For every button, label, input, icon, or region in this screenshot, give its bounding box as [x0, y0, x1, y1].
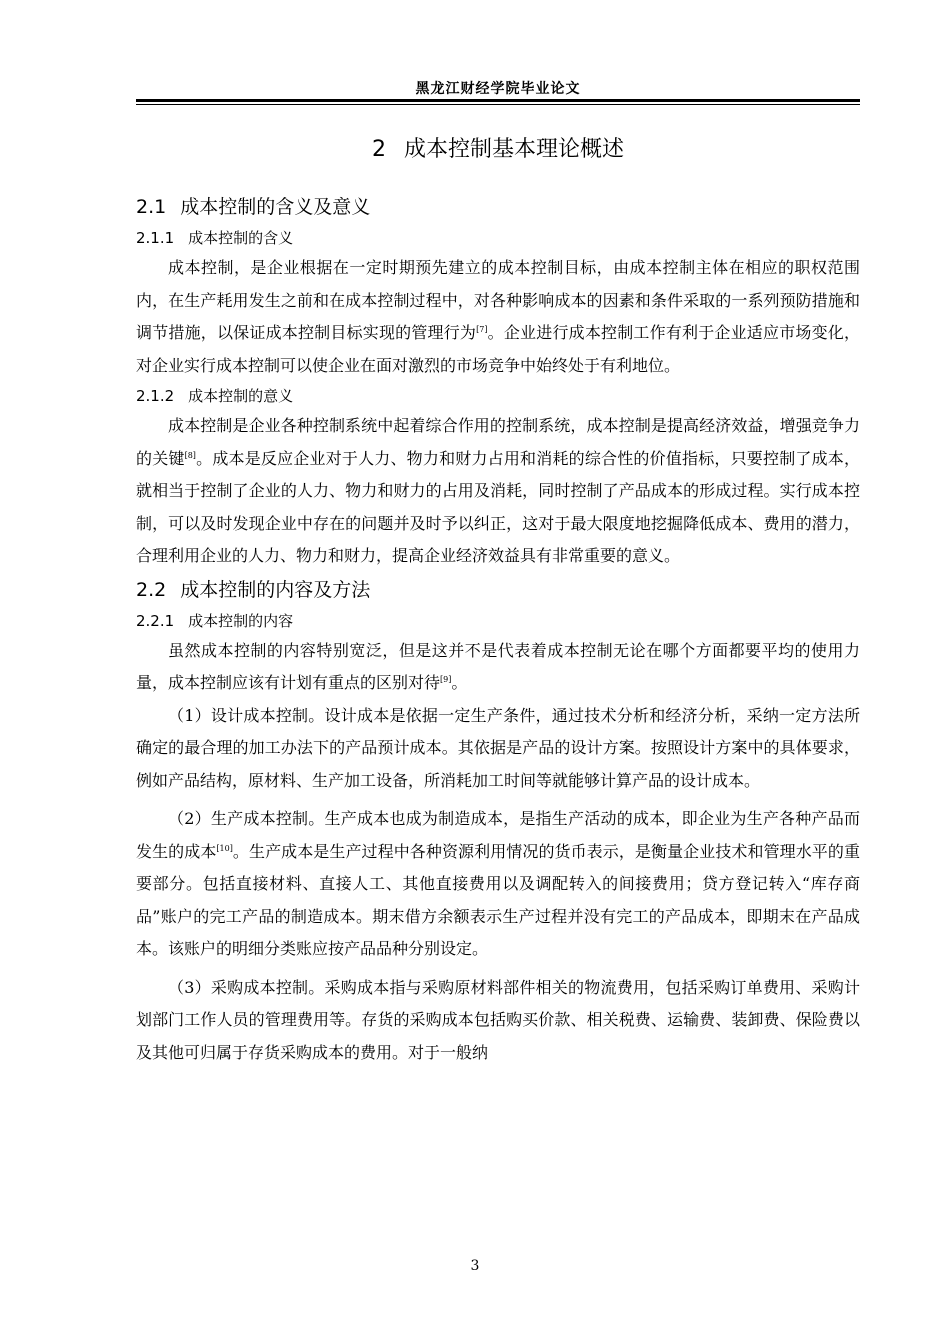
citation-10: [10] [216, 843, 233, 853]
subsection-heading-2-1-1 [136, 224, 860, 252]
citation-8: [8] [184, 450, 196, 460]
page-body [136, 130, 860, 1069]
citation-9: [9] [440, 675, 452, 684]
section-number: 2.1 [136, 196, 167, 218]
paragraph-design-cost: （1）设计成本控制。设计成本是依据一定生产条件，通过技术分析和经济分析，采纳一定方法所确定的最合理的加工办法下的产品预计成本。其依据是产品的设计方案。按照设计方案中的具体要求，例如产品结构，原材料、生产加工设备，所消耗加工时间等就能够计算产品的设计成本。 [136, 705, 860, 790]
running-header: 黑龙江财经学院毕业论文 [415, 81, 581, 97]
page-number: 3 [470, 1258, 480, 1274]
paragraph-text: 。成本是反应企业对于人力、物力和财力占用和消耗的综合性的价值指标，只要控制了成本，就相当于控制了企业的人力、物力和财力的占用及消耗，同时控制了产品成本的形成过程。实行成本控制，可以及时发现企业中存在的问题并及时予以纠正，这对于最大限度地挖掘降低成本、费用的潜力，合理利用企业的人力、物力和财力，提高企业经济效益具有非常重要的意义。 [136, 448, 860, 565]
paragraph-production-cost [136, 803, 860, 966]
chapter-number: 2 [371, 137, 386, 162]
paragraph-definition [136, 252, 860, 382]
paragraph-text: 。生产成本是生产过程中各种资源利用情况的货币表示，是衡量企业技术和管理水平的重要部分。包括直接材料、直接人工、其他直接费用以及调配转入的间接费用；贷方登记转入“库存商品”账户的完工产品的制造成本。期末借方余额表示生产过程并没有完工的产品成本，即期末在产品成本。该账户的明细分类账应按产品品种分别设定。 [136, 841, 860, 958]
subsection-number: 2.1.2 [136, 387, 175, 405]
paragraph-text: 虽然成本控制的内容特别宽泛，但是这并不是代表着成本控制无论在哪个方面都要平均的使用力量，成本控制应该有计划有重点的区别对待 [136, 640, 860, 692]
paragraph-text: （2）生产成本控制。生产成本也成为制造成本，是指生产活动的成本，即企业为生产各种产品而发生的成本 [136, 809, 860, 861]
subsection-heading-2-1-2 [136, 382, 860, 410]
subsection-number: 2.1.1 [136, 229, 175, 247]
header-rule-thin [136, 104, 860, 105]
paragraph-significance [136, 410, 860, 573]
subsection-title: 成本控制的意义 [188, 387, 294, 405]
paragraph-text: 成本控制是企业各种控制系统中起着综合作用的控制系统，成本控制是提高经济效益，增强竞争力的关键 [136, 416, 860, 468]
subsection-title: 成本控制的内容 [188, 611, 294, 630]
paragraph-purchase-cost: （3）采购成本控制。采购成本指与采购原材料部件相关的物流费用，包括采购订单费用、采购计划部门工作人员的管理费用等。存货的采购成本包括购买价款、相关税费、运输费、装卸费、保险费以及其他可归属于存货采购成本的费用。对于一般纳 [136, 977, 860, 1062]
chapter-title [136, 130, 860, 170]
paragraph-text: 。企业进行成本控制工作有利于企业适应市场变化，对企业实行成本控制可以使企业在面对激烈的市场竞争中始终处于有利地位。 [136, 323, 860, 375]
paragraph-text: 。 [451, 673, 468, 692]
paragraph-content-intro [136, 635, 860, 700]
paragraph-text: 成本控制，是企业根据在一定时期预先建立的成本控制目标，由成本控制主体在相应的职权范围内，在生产耗用发生之前和在成本控制过程中，对各种影响成本的因素和条件采取的一系列预防措施和调节措施，以保证成本控制目标实现的管理行为 [136, 258, 860, 342]
section-number: 2.2 [136, 578, 167, 601]
chapter-title-text: 成本控制基本理论概述 [403, 137, 624, 162]
subsection-number: 2.2.1 [136, 611, 175, 630]
subsection-heading-2-2-1 [136, 607, 860, 635]
section-heading-2-2 [136, 573, 860, 607]
section-title: 成本控制的含义及意义 [180, 196, 371, 218]
section-title: 成本控制的内容及方法 [180, 578, 371, 601]
citation-7: [7] [476, 325, 488, 334]
header-rule-thick [136, 99, 860, 102]
section-heading-2-1 [136, 190, 860, 224]
subsection-title: 成本控制的含义 [188, 229, 294, 247]
